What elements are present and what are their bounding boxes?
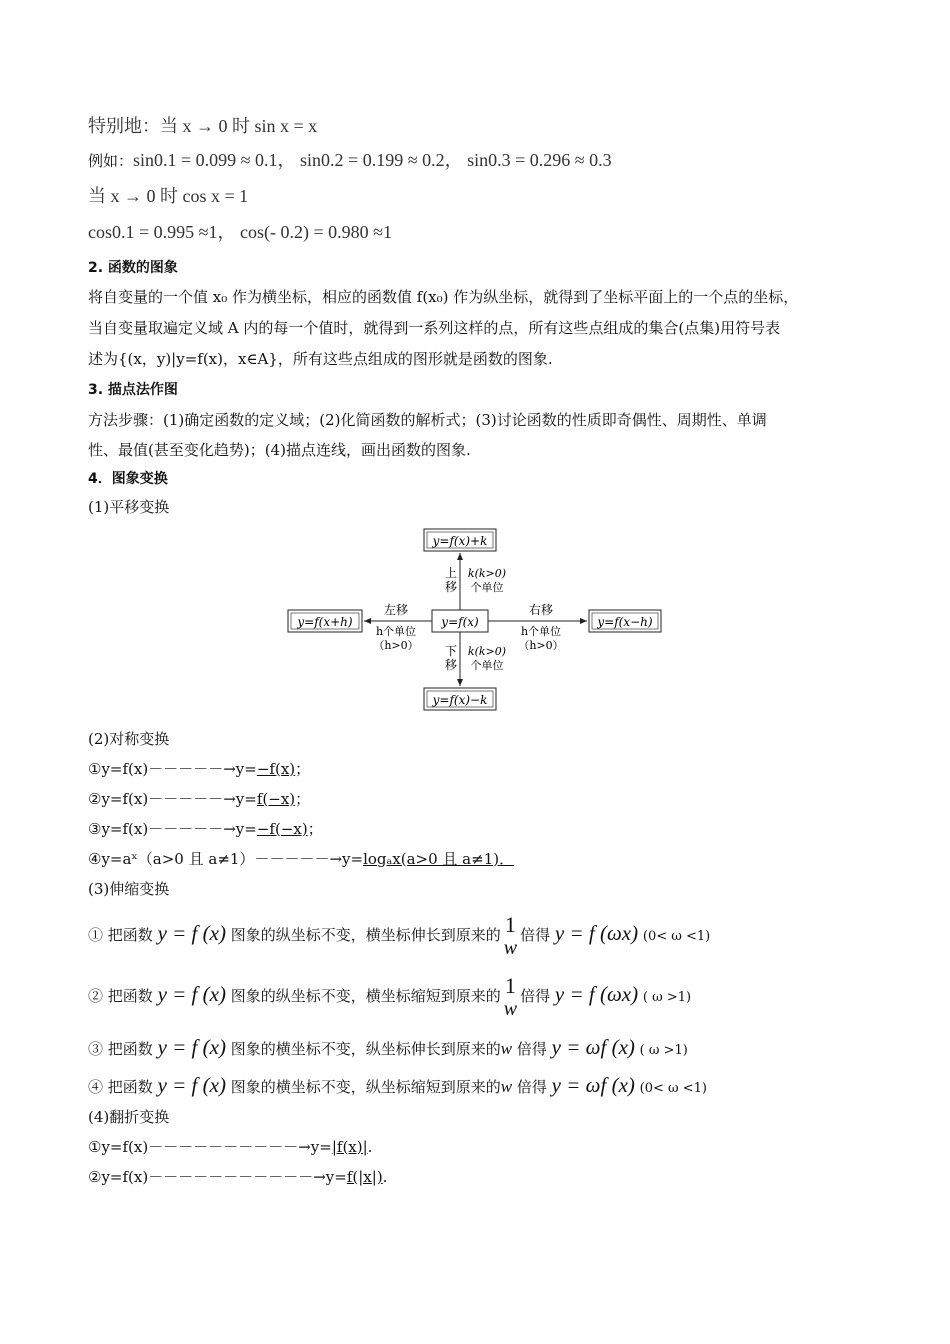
section-3-para-2: 性、最值(甚至变化趋势)；(4)描点连线，画出函数的图象. [88, 441, 471, 459]
down-label-2: 移 [444, 658, 458, 672]
stretch-heading: (3)伸缩变换 [88, 880, 170, 898]
svg-text:y=f(x)−k: y=f(x)−k [432, 693, 488, 707]
svg-text:y=f(x)+k: y=f(x)+k [432, 534, 488, 548]
box-up [424, 529, 496, 551]
section-3-para-1: 方法步骤：(1)确定函数的定义域；(2)化简函数的解析式；(3)讨论函数的性质即奇偶性、周期性、单调 [88, 411, 767, 429]
special-line-4: cos0.1 = 0.995 ≈1， cos(- 0.2) = 0.980 ≈1 [88, 222, 393, 242]
section-2-heading: 2. 函数的图象 [88, 260, 178, 276]
up-note-1: k(k>0) [467, 567, 507, 580]
stretch-item-1: ① 把函数 y = f (x) 图象的纵坐标不变，横坐标伸长到原来的 1 w 倍得 y = f (ωx) (0< ω <1) [88, 912, 711, 959]
section-3-heading: 3. 描点法作图 [88, 382, 178, 398]
special-line-1: 特别地：当 x → 0 时 sin x = x [88, 116, 318, 136]
svg-text:y=f(x+h): y=f(x+h) [297, 615, 353, 629]
flip-item-2: ②y=f(x)－－－－－－－－－－－→y=f(|x|). [88, 1168, 388, 1186]
svg-text:y=f(x−h): y=f(x−h) [597, 615, 653, 629]
symmetry-item-4: ④y=aˣ（a>0 且 a≠1）－－－－－→y=logₐx(a>0 且 a≠1)． [88, 850, 515, 868]
symmetry-heading: (2)对称变换 [88, 730, 170, 748]
symmetry-item-1: ①y=f(x)－－－－－→y=−f(x)； [88, 760, 311, 778]
stretch-item-3: ③ 把函数 y = f (x) 图象的横坐标不变，纵坐标伸长到原来的w 倍得 y = ωf (x) ( ω >1) [88, 1035, 688, 1059]
up-label-2: 移 [444, 580, 458, 594]
box-right [589, 610, 661, 632]
up-label-1: 上 [444, 566, 458, 580]
translation-diagram [285, 525, 665, 715]
fraction-1-over-w: 1 w [503, 973, 518, 1020]
right-note-1: h个单位 [520, 625, 562, 638]
box-down [424, 688, 496, 710]
right-label: 右移 [528, 603, 554, 617]
symmetry-item-2: ②y=f(x)－－－－－→y=f(−x)； [88, 790, 311, 808]
left-note-1: h个单位 [375, 625, 417, 638]
symmetry-item-3: ③y=f(x)－－－－－→y=−f(−x)； [88, 820, 323, 838]
down-note-2: 个单位 [470, 659, 504, 672]
special-line-3: 当 x → 0 时 cos x = 1 [88, 186, 249, 206]
flip-heading: (4)翻折变换 [88, 1108, 170, 1126]
up-note-2: 个单位 [470, 581, 504, 594]
translation-heading: (1)平移变换 [88, 498, 170, 516]
section-4-heading: 4．图象变换 [88, 471, 168, 487]
box-center [432, 610, 488, 632]
section-2-para-3: 述为{(x，y)|y=f(x)，x∈A}，所有这些点组成的图形就是函数的图象. [88, 350, 553, 368]
left-label: 左移 [383, 603, 409, 617]
left-note-2: （h>0） [373, 639, 419, 652]
down-label-1: 下 [444, 644, 458, 658]
svg-text:y=f(x): y=f(x) [441, 615, 479, 629]
fraction-1-over-w: 1 w [503, 912, 518, 959]
down-note-1: k(k>0) [467, 645, 507, 658]
section-2-para-1: 将自变量的一个值 x₀ 作为横坐标，相应的函数值 f(x₀) 作为纵坐标，就得到了坐标平面上的一个点的坐标， [88, 288, 799, 306]
section-2-para-2: 当自变量取遍定义域 A 内的每一个值时，就得到一系列这样的点，所有这些点组成的集合(点集)用符号表 [88, 319, 781, 337]
box-left [288, 610, 362, 632]
stretch-item-2: ② 把函数 y = f (x) 图象的纵坐标不变，横坐标缩短到原来的 1 w 倍得 y = f (ωx) ( ω >1) [88, 973, 692, 1020]
flip-item-1: ①y=f(x)－－－－－－－－－－→y=|f(x)|. [88, 1138, 373, 1156]
stretch-item-4: ④ 把函数 y = f (x) 图象的横坐标不变，纵坐标缩短到原来的w 倍得 y = ωf (x) (0< ω <1) [88, 1073, 708, 1097]
special-line-2: 例如：sin0.1 = 0.099 ≈ 0.1， sin0.2 = 0.199 ≈ 0.2， sin0.3 = 0.296 ≈ 0.3 [88, 150, 612, 170]
right-note-2: （h>0） [518, 639, 564, 652]
